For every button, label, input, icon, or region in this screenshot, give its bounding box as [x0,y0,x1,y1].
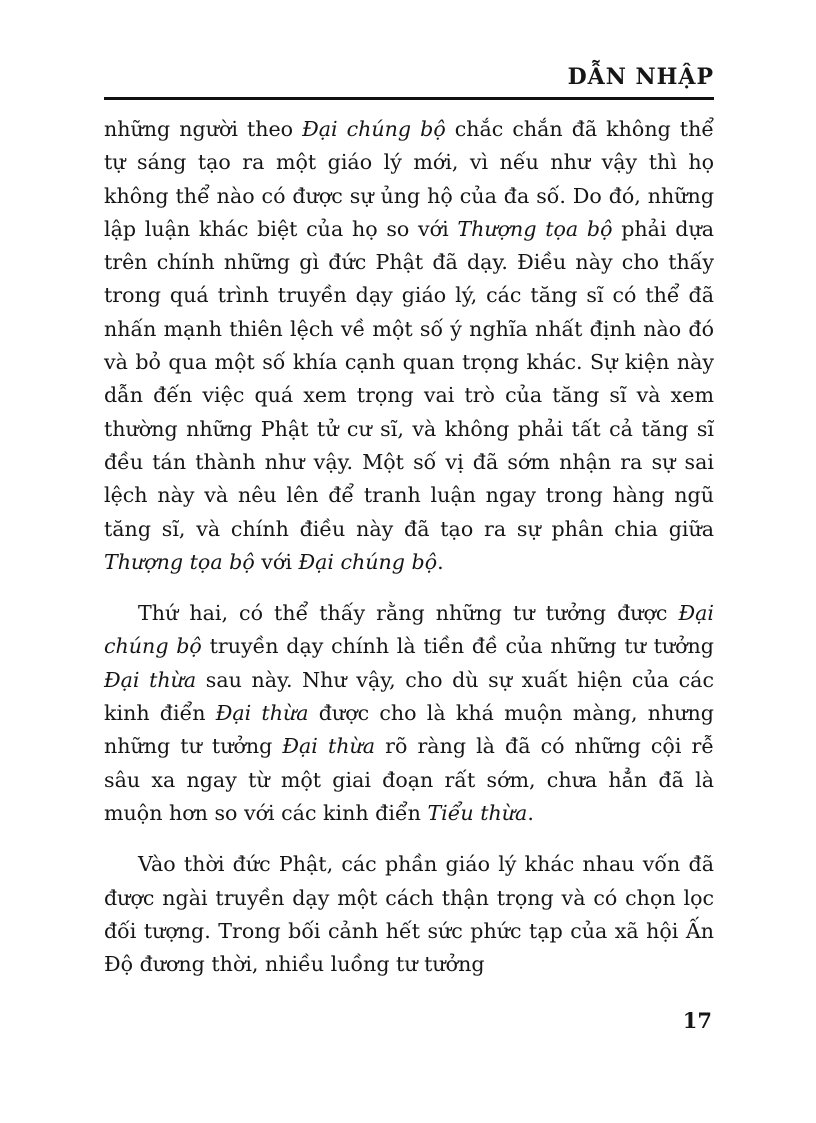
text-run: phải dựa trên chính những gì đức Phật đã dạy. Điều này cho thấy trong quá trình truyền dạy giáo lý, các tăng sĩ có thể đã nhấn mạnh thiên lệch về một số ý nghĩa nhất định nào đó và bỏ qua một số khía cạnh quan trọng khác. Sự kiện này dẫn đến việc quá xem trọng vai trò của tăng sĩ và xem thường những Phật tử cư sĩ, và không phải tất cả tăng sĩ đều tán thành như vậy. Một số vị đã sớm nhận ra sự sai lệch này và nêu lên để tranh luận ngay trong hàng ngũ tăng sĩ, và chính điều này đã tạo ra sự phân chia giữa [104,216,714,541]
header-divider [104,97,714,100]
text-run: sau này. Như vậy, cho dù sự xuất hiện của các kinh điển [104,667,714,726]
text-run: những người theo [104,117,303,141]
text-run: được cho là khá muộn màng, nhưng những tư tưởng [104,701,714,759]
text-run: Vào thời đức Phật, các phần giáo lý khác nhau vốn đã được ngài truyền dạy một cách thận trọng và có chọn lọc đối tượng. Trong bối cảnh hết sức phức tạp của xã hội Ấn Độ đương thời, nhiều luồng tư tưởng [104,852,714,977]
text-run: với [254,549,299,574]
text-run: chắc chắn đã không thể tự sáng tạo ra một giáo lý mới, vì nếu như vậy thì họ không thể nào có được sự ủng hộ của đa số. Do đó, những lập luận khác biệt của họ so với [104,117,714,241]
text-run: rõ ràng là đã có những cội rễ sâu xa ngay từ một giai đoạn rất sớm, chưa hẳn đã là muộn hơn so với các kinh điển [104,734,714,825]
italic-term: Thượng tọa bộ [104,549,255,574]
text-run: Thứ hai, có thể thấy rằng những tư tưởng được [138,601,679,626]
text-run: . [437,549,444,574]
italic-term: Đại thừa [104,667,197,692]
italic-term: Đại thừa [215,701,309,726]
text-run: truyền dạy chính là tiền đề của những tư tưởng [201,634,714,659]
paragraph-2 [104,597,714,830]
italic-term: Thượng tọa bộ [457,216,613,241]
body-text [104,113,714,981]
italic-term: Đại chúng bộ [302,117,446,141]
running-header-title: DẪN NHẬP [567,64,714,90]
paragraph-1 [104,113,714,579]
text-run: . [527,800,534,825]
italic-term: Đại chúng bộ [104,601,714,659]
paragraph-3 [104,848,714,981]
italic-term: Tiểu thừa [427,800,528,825]
italic-term: Đại thừa [282,734,376,759]
page-number: 17 [682,1008,712,1033]
italic-term: Đại chúng bộ [298,549,438,574]
